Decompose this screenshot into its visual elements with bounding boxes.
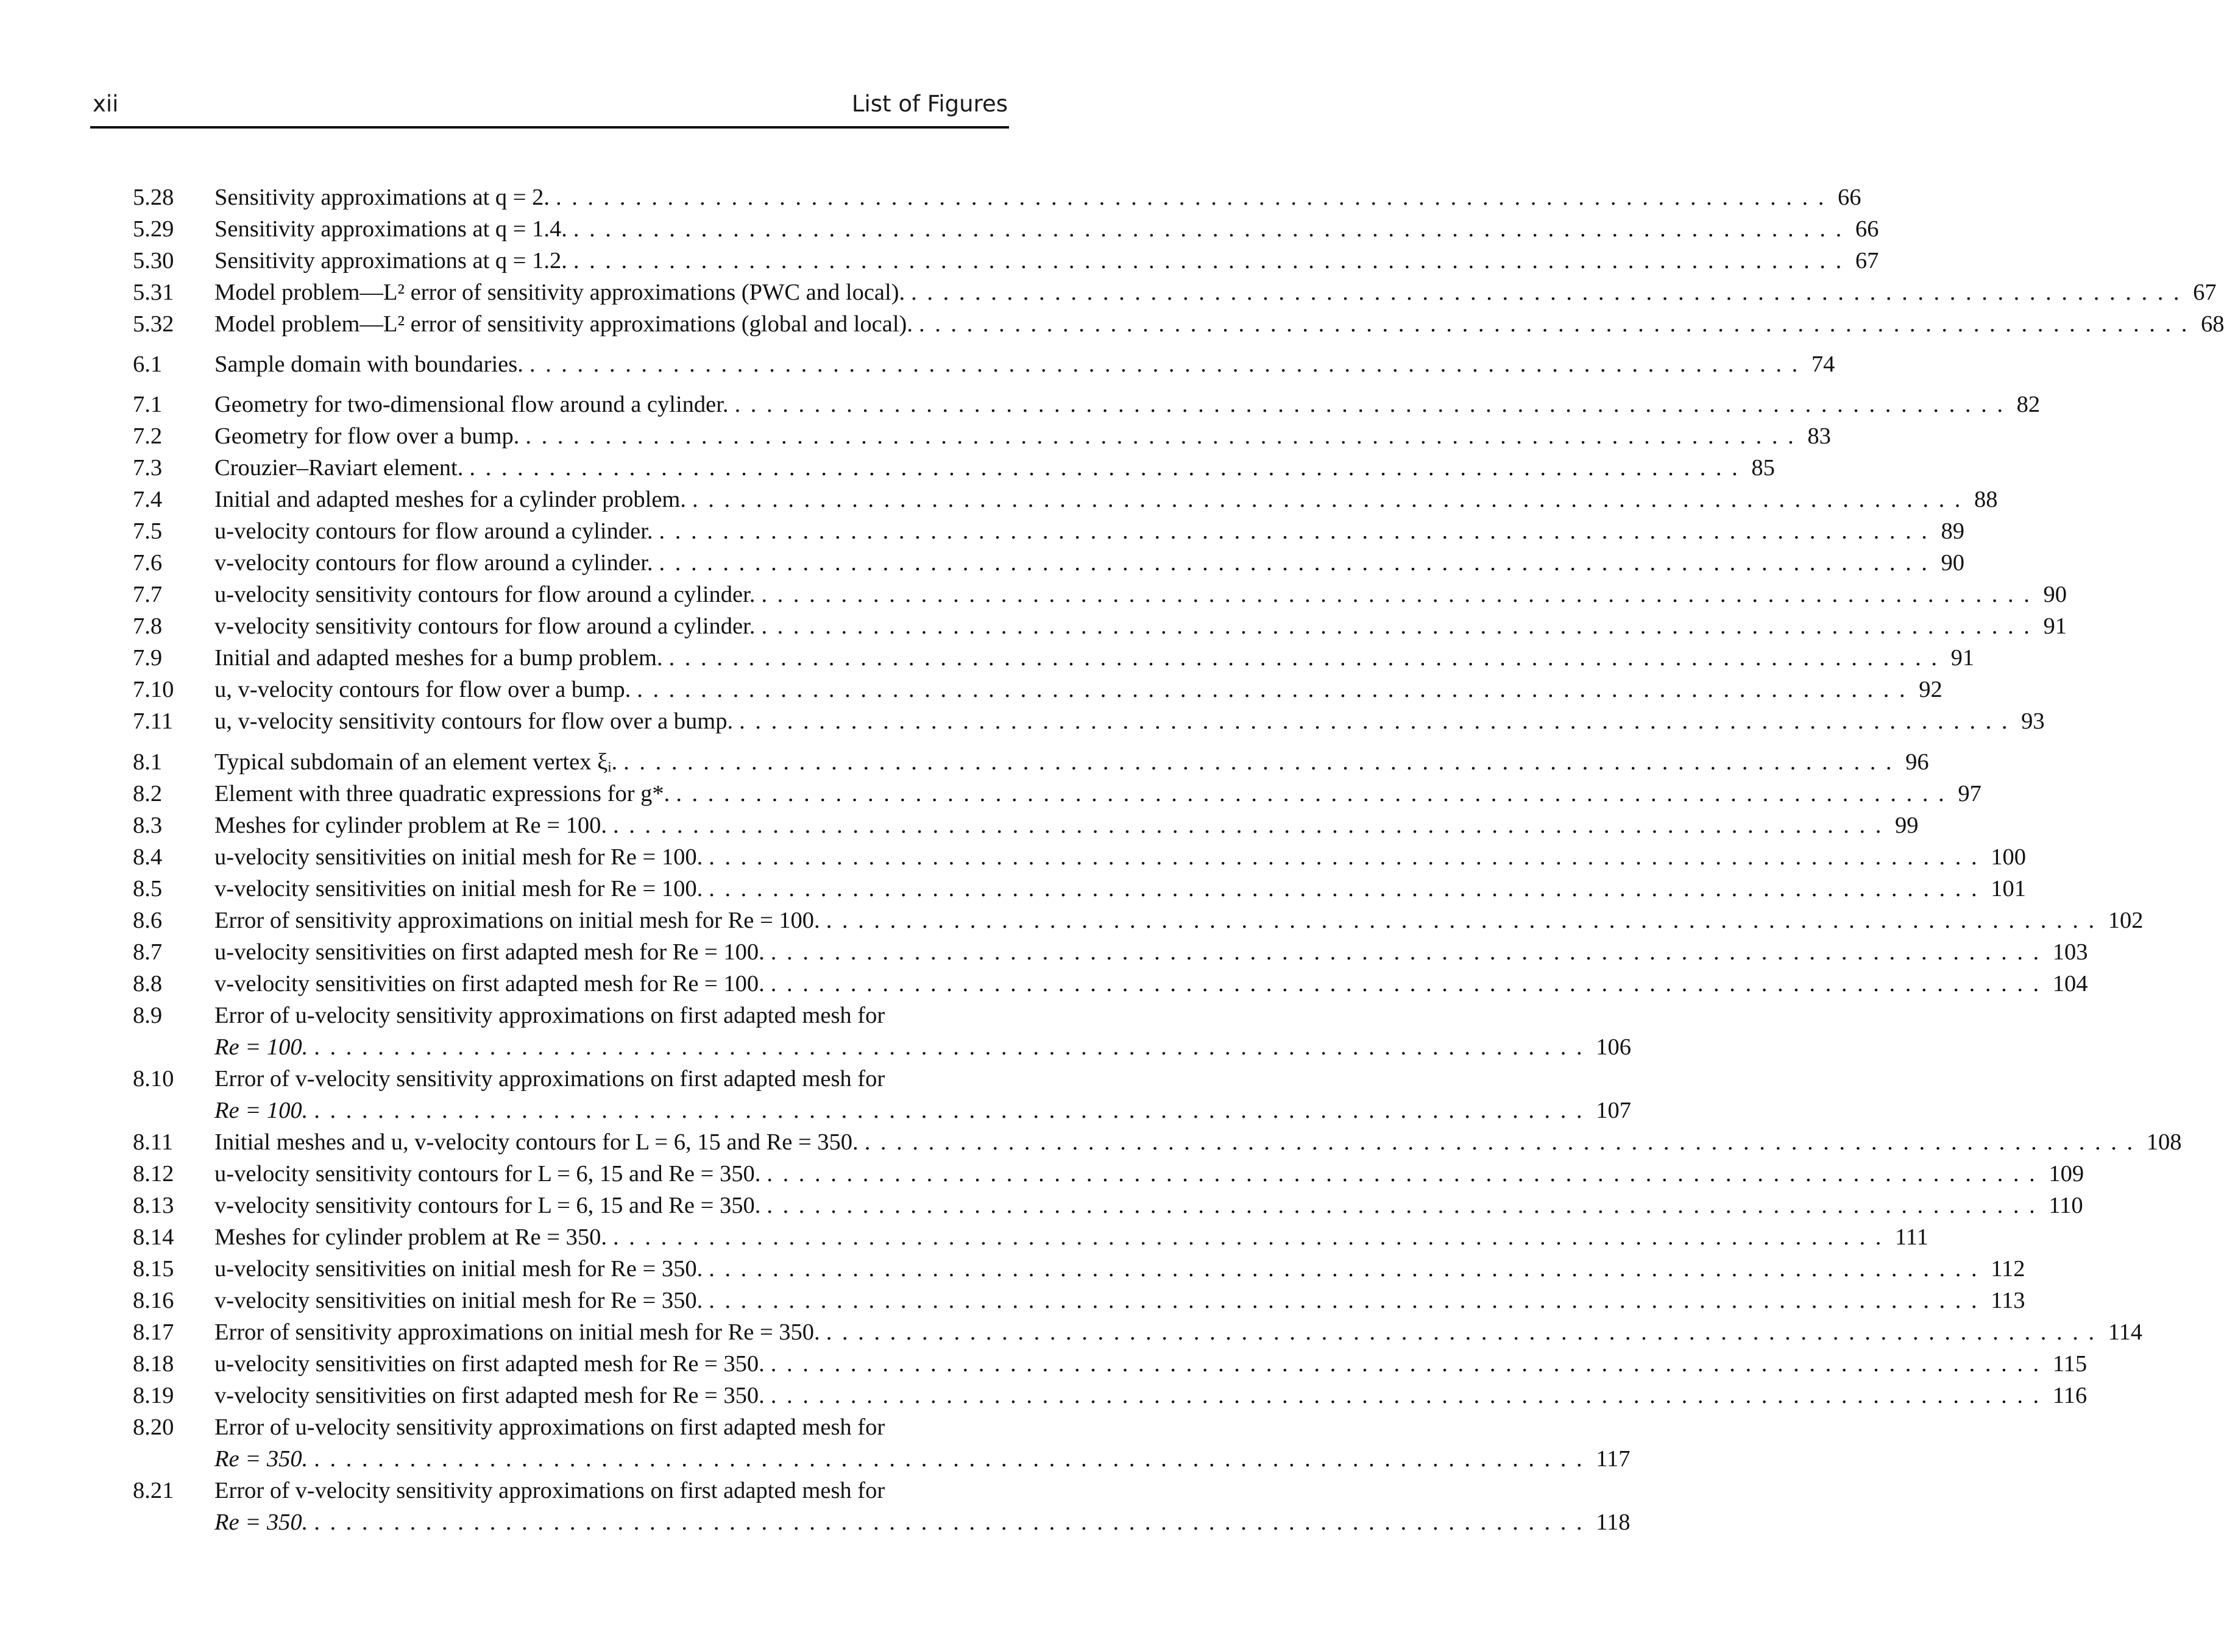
figure-entry xyxy=(0,420,1831,452)
figure-caption: Initial meshes and u, v-velocity contours for L = 6, 15 and Re = 350. xyxy=(214,1129,859,1155)
figure-page: 109 xyxy=(2049,1161,2084,1187)
figure-number: 8.15 xyxy=(133,1256,174,1282)
figure-number: 8.19 xyxy=(133,1383,174,1408)
figure-caption-line xyxy=(214,746,1929,778)
figure-number: 8.20 xyxy=(133,1414,174,1440)
figure-entry xyxy=(0,389,2041,420)
figure-caption-line xyxy=(214,579,2067,610)
figure-caption-line xyxy=(214,484,1998,515)
dot-leader: ................................................................................ xyxy=(734,392,2013,417)
figure-entry xyxy=(0,1221,1928,1253)
dot-leader: ................................................................................ xyxy=(314,1509,1593,1535)
figure-caption: Geometry for flow over a bump. xyxy=(214,423,520,449)
figure-caption: Error of v-velocity sensitivity approximations on first adapted mesh for xyxy=(214,1066,885,1092)
figure-caption-line xyxy=(214,905,2144,936)
figure-caption-line xyxy=(214,348,1835,380)
figure-caption: u-velocity sensitivities on initial mesh for Re = 100. xyxy=(214,844,703,870)
figure-caption: Element with three quadratic expressions for g*. xyxy=(214,781,670,807)
figure-entry xyxy=(0,841,2026,873)
figure-caption-line xyxy=(214,1316,2143,1348)
figure-caption: v-velocity sensitivities on first adapted mesh for Re = 100. xyxy=(214,971,765,997)
figure-caption-line xyxy=(214,873,2026,905)
figure-page: 66 xyxy=(1837,185,1861,210)
dot-leader: ................................................................................ xyxy=(623,749,1902,775)
dot-leader: ................................................................................ xyxy=(761,613,2040,639)
page-number: xii xyxy=(93,91,119,117)
figure-caption: v-velocity sensitivity contours for L = 6, 15 and Re = 350. xyxy=(214,1193,761,1218)
dot-leader: ................................................................................ xyxy=(314,1446,1593,1472)
dot-leader: ................................................................................ xyxy=(864,1129,2143,1155)
dot-leader: ................................................................................ xyxy=(770,939,2049,965)
figure-caption-continuation xyxy=(214,1506,1631,1538)
dot-leader: ................................................................................ xyxy=(918,311,2197,337)
dot-leader: ................................................................................ xyxy=(469,455,1748,481)
figure-caption: u-velocity contours for flow around a cylinder. xyxy=(214,518,653,544)
dot-leader: ................................................................................ xyxy=(637,677,1916,702)
figure-number: 7.5 xyxy=(133,518,163,544)
figure-number: 8.16 xyxy=(133,1288,174,1313)
figure-entry xyxy=(0,936,2088,968)
dot-leader: ................................................................................ xyxy=(529,351,1808,377)
figure-number: 8.8 xyxy=(133,971,163,997)
figure-number: 7.7 xyxy=(133,582,163,607)
figure-caption: u, v-velocity sensitivity contours for flow over a bump. xyxy=(214,708,734,734)
figure-caption-line xyxy=(214,389,2041,420)
figure-number: 5.30 xyxy=(133,248,174,274)
figure-number: 8.12 xyxy=(133,1161,174,1187)
figure-caption-line xyxy=(214,936,2088,968)
figure-caption-line xyxy=(214,1475,1011,1506)
dot-leader: ................................................................................ xyxy=(709,1288,1988,1313)
figure-number: 5.31 xyxy=(133,280,174,305)
figure-page: 116 xyxy=(2052,1383,2088,1408)
figure-caption-line xyxy=(214,182,1861,213)
figure-page: 90 xyxy=(1941,550,1965,576)
figure-caption: Sensitivity approximations at q = 2. xyxy=(214,185,550,210)
figure-page: 110 xyxy=(2049,1193,2083,1218)
figure-caption-line xyxy=(214,1190,2083,1221)
dot-leader: ................................................................................ xyxy=(314,1034,1593,1060)
figure-number: 5.32 xyxy=(133,311,174,337)
figure-caption-line xyxy=(214,1285,2025,1316)
dot-leader: ................................................................................ xyxy=(767,1193,2045,1218)
dot-leader: ................................................................................ xyxy=(770,1383,2049,1408)
figure-caption: Model problem—L² error of sensitivity approximations (PWC and local). xyxy=(214,280,905,305)
figure-entry xyxy=(0,182,1861,213)
figure-entry xyxy=(0,1126,2182,1158)
figure-entry xyxy=(0,579,2067,610)
figure-caption-line xyxy=(214,1221,1928,1253)
figure-page: 107 xyxy=(1596,1098,1631,1123)
figure-number: 6.1 xyxy=(133,351,163,377)
figure-caption-line xyxy=(214,968,2088,1000)
dot-leader: ................................................................................ xyxy=(826,908,2105,933)
figure-caption-line xyxy=(214,610,2067,642)
figure-caption: u, v-velocity contours for flow over a bump. xyxy=(214,677,631,702)
figure-number: 7.1 xyxy=(133,392,163,417)
figure-page: 93 xyxy=(2021,708,2045,734)
dot-leader: ................................................................................ xyxy=(555,185,1834,210)
figure-caption: Error of v-velocity sensitivity approximations on first adapted mesh for xyxy=(214,1478,885,1503)
figure-caption-line2: Re = 100. xyxy=(214,1034,308,1060)
figure-caption-line xyxy=(214,778,1981,810)
figure-caption-line2: Re = 100. xyxy=(214,1098,308,1123)
figure-page: 101 xyxy=(1991,876,2026,902)
figure-number: 8.18 xyxy=(133,1351,174,1377)
figure-number: 8.7 xyxy=(133,939,163,965)
figure-caption: Error of u-velocity sensitivity approximations on first adapted mesh for xyxy=(214,1003,885,1028)
figure-number: 8.5 xyxy=(133,876,163,902)
figure-page: 90 xyxy=(2043,582,2067,607)
figure-entry xyxy=(0,213,1879,245)
figure-caption-line xyxy=(214,1000,1011,1031)
figure-caption: v-velocity sensitivities on first adapted mesh for Re = 350. xyxy=(214,1383,765,1408)
figure-page: 100 xyxy=(1991,844,2026,870)
figure-entry xyxy=(0,547,1965,579)
figure-entry xyxy=(0,674,1942,705)
figure-caption: Initial and adapted meshes for a cylinder problem. xyxy=(214,487,687,512)
figure-entry xyxy=(0,610,2067,642)
figure-page: 117 xyxy=(1596,1446,1631,1472)
figure-caption: v-velocity sensitivities on initial mesh for Re = 100. xyxy=(214,876,703,902)
figure-page: 85 xyxy=(1751,455,1775,481)
figure-entry xyxy=(0,452,1775,484)
figure-caption: v-velocity sensitivity contours for flow around a cylinder. xyxy=(214,613,756,639)
dot-leader: ................................................................................ xyxy=(709,844,1988,870)
figure-page: 74 xyxy=(1811,351,1835,377)
figure-page: 102 xyxy=(2108,908,2144,933)
dot-leader: ................................................................................ xyxy=(911,280,2190,305)
dot-leader: ................................................................................ xyxy=(761,582,2040,607)
figure-caption-line xyxy=(214,213,1879,245)
figure-caption: Error of sensitivity approximations on initial mesh for Re = 350. xyxy=(214,1319,820,1345)
figure-caption-line xyxy=(214,642,1975,674)
figure-entry xyxy=(0,1158,2084,1190)
figure-number: 7.11 xyxy=(133,708,173,734)
figure-caption-line xyxy=(214,1411,1011,1443)
figure-page: 96 xyxy=(1905,749,1929,775)
figure-number: 8.17 xyxy=(133,1319,174,1345)
figure-caption: Sample domain with boundaries. xyxy=(214,351,523,377)
dot-leader: ................................................................................ xyxy=(709,1256,1988,1282)
figure-entry xyxy=(0,1411,1631,1472)
figure-page: 89 xyxy=(1941,518,1965,544)
figure-number: 8.1 xyxy=(133,749,163,775)
dot-leader: ................................................................................ xyxy=(709,876,1988,902)
figure-page: 91 xyxy=(2043,613,2067,639)
figure-caption-line xyxy=(214,1063,1011,1095)
figure-number: 7.4 xyxy=(133,487,163,512)
figure-caption: Error of sensitivity approximations on initial mesh for Re = 100. xyxy=(214,908,820,933)
figure-caption: u-velocity sensitivities on initial mesh for Re = 350. xyxy=(214,1256,703,1282)
figure-page: 99 xyxy=(1894,813,1919,838)
figure-number: 7.3 xyxy=(133,455,163,481)
figure-entry xyxy=(0,277,2217,308)
dot-leader: ................................................................................ xyxy=(826,1319,2105,1345)
figure-caption-line xyxy=(214,705,2045,737)
figure-entry xyxy=(0,778,1981,810)
figure-caption-line xyxy=(214,308,2224,340)
running-title: List of Figures xyxy=(851,91,1008,117)
figure-number: 8.4 xyxy=(133,844,163,870)
dot-leader: ................................................................................ xyxy=(314,1098,1593,1123)
figure-entry xyxy=(0,746,1929,778)
figure-caption-line xyxy=(214,277,2217,308)
figure-caption-line2: Re = 350. xyxy=(214,1509,308,1535)
figure-entry xyxy=(0,1190,2083,1221)
figure-number: 8.21 xyxy=(133,1478,174,1503)
figure-page: 108 xyxy=(2146,1129,2182,1155)
figure-caption-line xyxy=(214,420,1831,452)
figure-caption: Sensitivity approximations at q = 1.4. xyxy=(214,216,567,242)
figure-entry xyxy=(0,515,1965,547)
figure-number: 8.6 xyxy=(133,908,163,933)
figure-page: 68 xyxy=(2200,311,2224,337)
figure-entry xyxy=(0,1285,2025,1316)
figure-page: 91 xyxy=(1950,645,1975,671)
figure-caption-line2: Re = 350. xyxy=(214,1446,308,1472)
figure-entry xyxy=(0,968,2088,1000)
figure-page: 66 xyxy=(1855,216,1879,242)
figure-caption: u-velocity sensitivities on first adapted mesh for Re = 350. xyxy=(214,1351,765,1377)
figure-entry xyxy=(0,245,1879,277)
figure-page: 83 xyxy=(1807,423,1831,449)
figure-caption: Meshes for cylinder problem at Re = 100. xyxy=(214,813,607,838)
dot-leader: ................................................................................ xyxy=(767,1161,2045,1187)
dot-leader: ................................................................................ xyxy=(770,971,2049,997)
figure-page: 114 xyxy=(2108,1319,2143,1345)
figure-entry xyxy=(0,1000,1631,1060)
figure-caption: Typical subdomain of an element vertex ξᵢ. xyxy=(214,749,618,775)
dot-leader: ................................................................................ xyxy=(739,708,2018,734)
dot-leader: ................................................................................ xyxy=(659,518,1938,544)
figure-caption-line xyxy=(214,810,1919,841)
figure-page: 88 xyxy=(1974,487,1998,512)
figure-caption: Meshes for cylinder problem at Re = 350. xyxy=(214,1224,607,1250)
dot-leader: ................................................................................ xyxy=(573,248,1852,274)
figure-entry xyxy=(0,1253,2025,1285)
figure-caption: v-velocity contours for flow around a cylinder. xyxy=(214,550,653,576)
figure-caption: Error of u-velocity sensitivity approximations on first adapted mesh for xyxy=(214,1414,885,1440)
figure-caption: Geometry for two-dimensional flow around a cylinder. xyxy=(214,392,729,417)
figure-page: 103 xyxy=(2052,939,2088,965)
figure-entry xyxy=(0,1063,1631,1123)
figure-number: 7.9 xyxy=(133,645,163,671)
figure-caption: Sensitivity approximations at q = 1.2. xyxy=(214,248,567,274)
figure-page: 115 xyxy=(2052,1351,2088,1377)
figure-caption-line xyxy=(214,245,1879,277)
figure-caption-line xyxy=(214,674,1942,705)
figure-number: 8.9 xyxy=(133,1003,163,1028)
figure-caption-line xyxy=(214,1158,2084,1190)
figure-number: 5.28 xyxy=(133,185,174,210)
figure-entry xyxy=(0,308,2224,340)
figure-page: 92 xyxy=(1919,677,1942,702)
figure-number: 7.6 xyxy=(133,550,163,576)
figure-caption-line xyxy=(214,547,1965,579)
figure-caption-continuation xyxy=(214,1443,1631,1475)
figure-caption: u-velocity sensitivity contours for flow around a cylinder. xyxy=(214,582,756,607)
figure-entry xyxy=(0,1475,1631,1535)
figure-caption: u-velocity sensitivities on first adapted mesh for Re = 100. xyxy=(214,939,765,965)
figure-page: 67 xyxy=(2193,280,2217,305)
figure-caption: u-velocity sensitivity contours for L = 6, 15 and Re = 350. xyxy=(214,1161,761,1187)
figure-caption-continuation xyxy=(214,1031,1631,1063)
dot-leader: ................................................................................ xyxy=(659,550,1938,576)
figure-caption: Crouzier–Raviart element. xyxy=(214,455,464,481)
figure-number: 8.3 xyxy=(133,813,163,838)
figure-caption-line xyxy=(214,841,2026,873)
figure-caption: v-velocity sensitivities on initial mesh for Re = 350. xyxy=(214,1288,703,1313)
figure-page: 111 xyxy=(1894,1224,1928,1250)
figure-number: 8.14 xyxy=(133,1224,174,1250)
figure-number: 8.11 xyxy=(133,1129,173,1155)
figure-caption: Initial and adapted meshes for a bump problem. xyxy=(214,645,663,671)
dot-leader: ................................................................................ xyxy=(612,813,1891,838)
figure-caption-line xyxy=(214,515,1965,547)
figure-caption-line xyxy=(214,1348,2088,1380)
figure-number: 8.2 xyxy=(133,781,163,807)
figure-entry xyxy=(0,1380,2088,1411)
figure-number: 8.13 xyxy=(133,1193,174,1218)
figure-caption: Model problem—L² error of sensitivity approximations (global and local). xyxy=(214,311,913,337)
figure-entry xyxy=(0,484,1998,515)
dot-leader: ................................................................................ xyxy=(692,487,1971,512)
dot-leader: ................................................................................ xyxy=(573,216,1852,242)
dot-leader: ................................................................................ xyxy=(676,781,1955,807)
figure-caption-line xyxy=(214,1126,2182,1158)
figure-number: 5.29 xyxy=(133,216,174,242)
figure-number: 7.10 xyxy=(133,677,174,702)
figure-caption-line xyxy=(214,1380,2088,1411)
figure-page: 104 xyxy=(2052,971,2088,997)
figure-caption-continuation xyxy=(214,1095,1631,1126)
figure-caption-line xyxy=(214,452,1775,484)
figure-entry xyxy=(0,1348,2088,1380)
figure-page: 67 xyxy=(1855,248,1879,274)
figure-number: 7.8 xyxy=(133,613,163,639)
dot-leader: ................................................................................ xyxy=(668,645,1947,671)
dot-leader: ................................................................................ xyxy=(525,423,1804,449)
figure-entry xyxy=(0,642,1975,674)
figure-page: 118 xyxy=(1596,1509,1631,1535)
figure-entry xyxy=(0,705,2045,737)
figure-entry xyxy=(0,873,2026,905)
figure-page: 82 xyxy=(2016,392,2041,417)
figure-number: 8.10 xyxy=(133,1066,174,1092)
figure-number: 7.2 xyxy=(133,423,163,449)
dot-leader: ................................................................................ xyxy=(770,1351,2049,1377)
figure-entry xyxy=(0,348,1835,380)
figure-entry xyxy=(0,905,2144,936)
figure-page: 113 xyxy=(1991,1288,2025,1313)
figure-page: 106 xyxy=(1596,1034,1631,1060)
figure-entry xyxy=(0,810,1919,841)
figure-page: 112 xyxy=(1991,1256,2025,1282)
dot-leader: ................................................................................ xyxy=(612,1224,1891,1250)
figure-caption-line xyxy=(214,1253,2025,1285)
figure-page: 97 xyxy=(1958,781,1981,807)
figure-entry xyxy=(0,1316,2143,1348)
